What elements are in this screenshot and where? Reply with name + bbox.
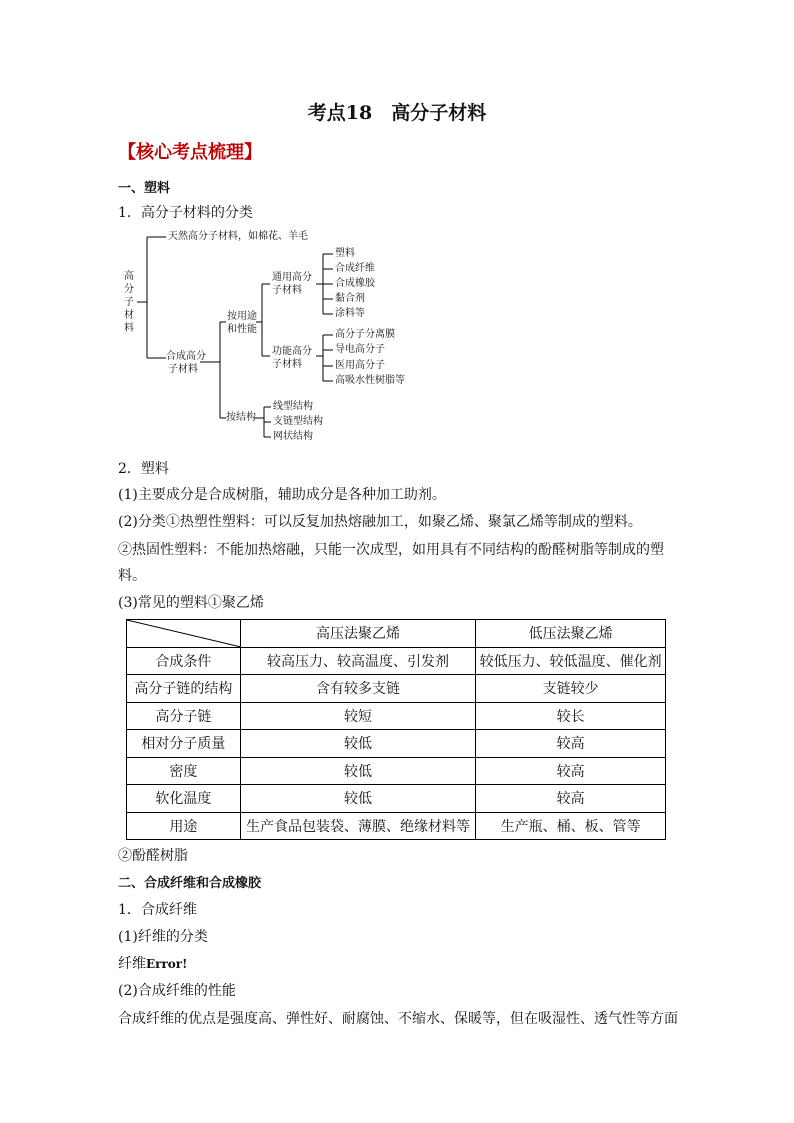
subheading-classification: 1．高分子材料的分类 [118, 205, 253, 221]
table-cell: 高分子链的结构 [127, 675, 241, 703]
tree-structure-item: 网状结构 [273, 431, 313, 442]
tree-general-item: 黏合剂 [335, 293, 365, 304]
diagonal-line [127, 620, 241, 647]
tree-general [272, 271, 312, 297]
tree-functional-line: 功能高分 [272, 346, 312, 357]
tree-root [124, 270, 134, 335]
table-row [127, 647, 666, 675]
table-cell: 生产瓶、桶、板、管等 [476, 812, 666, 840]
tree-root-char: 子 [124, 297, 134, 308]
tree-structure-item: 支链型结构 [273, 416, 323, 427]
table-cell: 较低 [240, 785, 476, 813]
tree-by-use-line: 和性能 [227, 324, 257, 335]
table-row [127, 730, 666, 758]
paragraph-phenolic: ②酚醛树脂 [118, 848, 188, 864]
table-row [127, 785, 666, 813]
table-cell: 生产食品包装袋、薄膜、绝缘材料等 [240, 812, 476, 840]
tree-general-item: 塑料 [335, 248, 355, 259]
paragraph-fiber-properties: (2)合成纤维的性能 [118, 983, 236, 999]
tree-structure-item: 线型结构 [273, 401, 313, 412]
tree-general-item: 涂料等 [335, 308, 365, 319]
table-header: 高压法聚乙烯 [240, 620, 476, 648]
table-header-row [127, 620, 666, 648]
section-heading-fibers-rubber: 二、合成纤维和合成橡胶 [118, 876, 262, 891]
fiber-label: 纤维 [118, 956, 146, 972]
paragraph-common-plastics: (3)常见的塑料①聚乙烯 [118, 595, 264, 611]
tree-functional [272, 345, 312, 371]
table-row [127, 757, 666, 785]
tree-natural: 天然高分子材料，如棉花、羊毛 [168, 231, 308, 242]
tree-root-char: 材 [124, 310, 134, 321]
subheading-plastics: 2．塑料 [118, 461, 169, 477]
table-cell: 较长 [476, 702, 666, 730]
table-cell: 较高压力、较高温度、引发剂 [240, 647, 476, 675]
table-row [127, 812, 666, 840]
paragraph-fiber-classification: (1)纤维的分类 [118, 929, 208, 945]
tree-by-use-line: 按用途 [227, 311, 257, 322]
table-header: 低压法聚乙烯 [476, 620, 666, 648]
section-heading-plastics: 一、塑料 [118, 181, 171, 196]
table-cell: 较低 [240, 730, 476, 758]
tree-root-char: 高 [124, 271, 134, 282]
table-cell: 较低 [240, 757, 476, 785]
page-title: 考点18 高分子材料 [307, 102, 487, 124]
core-heading: 【核心考点梳理】 [118, 142, 262, 163]
tree-functional-line: 子材料 [272, 359, 302, 370]
table-cell: 密度 [127, 757, 241, 785]
tree-root-char: 分 [124, 284, 134, 295]
table-row [127, 702, 666, 730]
polyethylene-table [126, 619, 666, 840]
table-cell: 较短 [240, 702, 476, 730]
table-cell: 较高 [476, 757, 666, 785]
tree-synthetic-line: 子材料 [168, 364, 198, 375]
tree-by-use [227, 310, 257, 336]
tree-general-line: 子材料 [272, 285, 302, 296]
table-cell: 合成条件 [127, 647, 241, 675]
paragraph-fiber-advantages: 合成纤维的优点是强度高、弹性好、耐腐蚀、不缩水、保暖等，但在吸湿性、透气性等方面 [118, 1011, 678, 1027]
tree-functional-item: 导电高分子 [335, 344, 385, 355]
paragraph-thermoset-cont: 料。 [118, 568, 146, 584]
table-cell: 较低压力、较低温度、催化剂 [476, 647, 666, 675]
table-cell: 软化温度 [127, 785, 241, 813]
tree-functional-item: 高分子分离膜 [335, 329, 395, 340]
error-text: Error! [146, 957, 188, 971]
subheading-synthetic-fiber: 1．合成纤维 [118, 902, 197, 918]
table-cell: 用途 [127, 812, 241, 840]
tree-general-item: 合成纤维 [335, 263, 375, 274]
table-cell: 高分子链 [127, 702, 241, 730]
table-row [127, 675, 666, 703]
table-cell: 较高 [476, 785, 666, 813]
paragraph-fiber-error [118, 953, 187, 973]
table-cell: 相对分子质量 [127, 730, 241, 758]
tree-by-structure: 按结构 [226, 412, 256, 423]
tree-general-line: 通用高分 [272, 272, 312, 283]
paragraph-thermoset: ②热固性塑料：不能加热熔融，只能一次成型，如用具有不同结构的酚醛树脂等制成的塑 [118, 542, 664, 558]
table-cell: 较高 [476, 730, 666, 758]
tree-root-char: 料 [124, 323, 134, 334]
paragraph-thermoplastic: (2)分类①热塑性塑料：可以反复加热熔融加工，如聚乙烯、聚氯乙烯等制成的塑料。 [118, 514, 642, 530]
tree-functional-item: 医用高分子 [335, 360, 385, 371]
table-corner-cell [127, 620, 241, 648]
tree-synthetic [166, 350, 206, 376]
table-cell: 含有较多支链 [240, 675, 476, 703]
table-cell: 支链较少 [476, 675, 666, 703]
tree-functional-item: 高吸水性树脂等 [335, 375, 405, 386]
tree-general-item: 合成橡胶 [335, 278, 375, 289]
tree-synthetic-line: 合成高分 [166, 351, 206, 362]
paragraph-composition: (1)主要成分是合成树脂，辅助成分是各种加工助剂。 [118, 487, 446, 503]
classification-tree [0, 0, 794, 450]
